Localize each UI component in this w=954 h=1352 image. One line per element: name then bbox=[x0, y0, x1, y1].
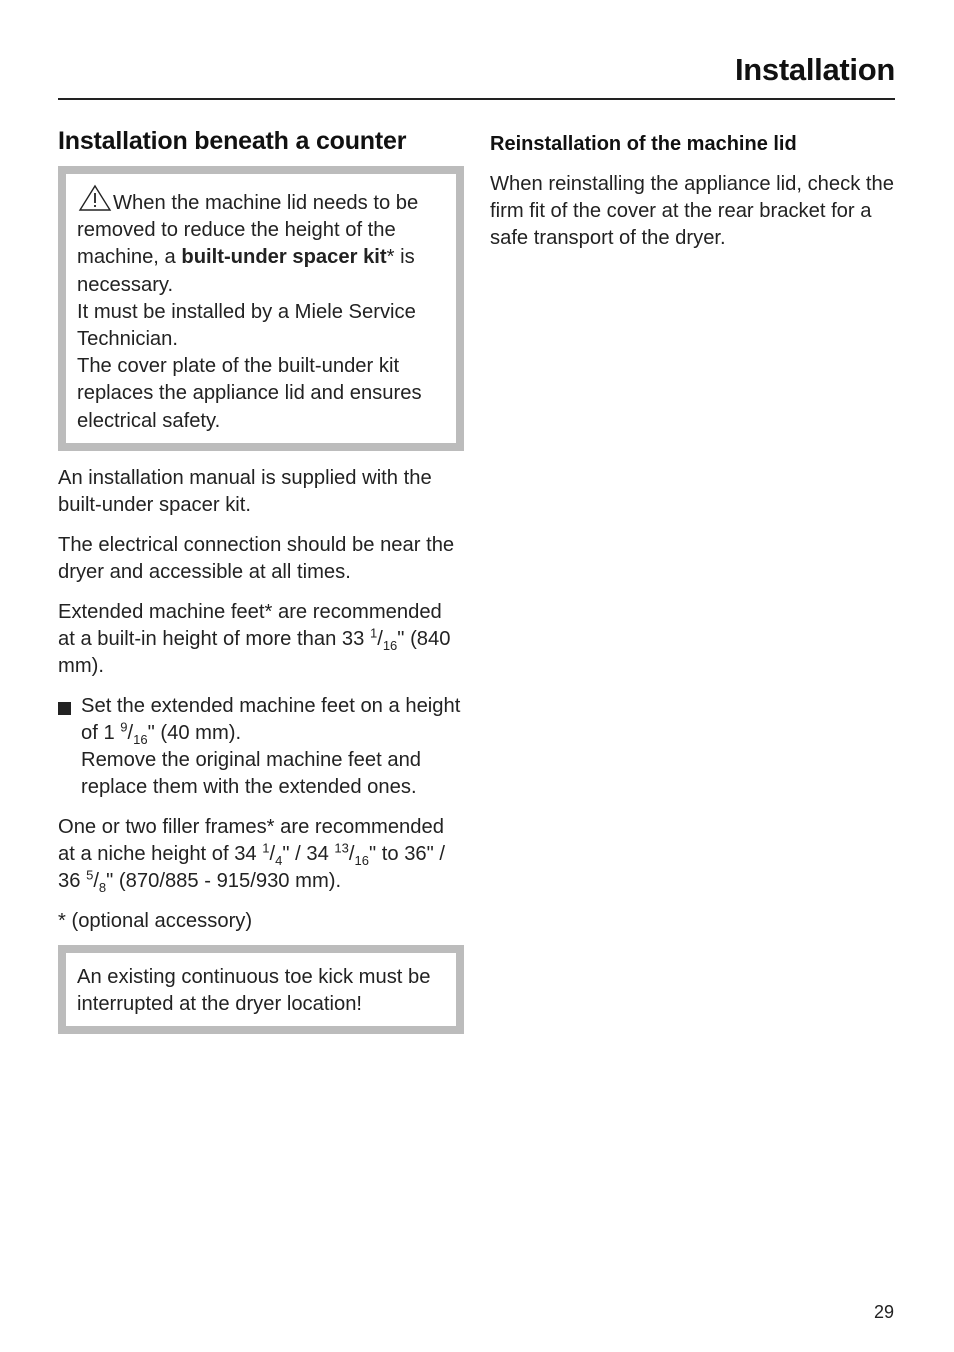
paragraph-filler-frames: One or two filler frames* are recommended at a niche height of 34 $^1/_4$" / 34 $^{13}/_{16}$" to 36" / 36 $^5/_8$" (870/885 - 915/930 mm). bbox=[58, 815, 446, 895]
paragraph-electrical-connection: The electrical connection should be near the dryer and accessible at all times. bbox=[58, 533, 455, 583]
page-number: 29 bbox=[873, 1302, 894, 1322]
section-heading: Installation beneath a counter bbox=[58, 127, 407, 155]
page-header bbox=[58, 50, 895, 100]
bullet-text-2: Remove the original machine feet and replace them with the extended ones. bbox=[81, 748, 422, 798]
footnote: * (optional accessory) bbox=[58, 909, 253, 932]
paragraph-extended-feet: Extended machine feet* are recommended at a built-in height of more than 33 $^1/_{16}$" (840 mm). bbox=[58, 600, 451, 677]
bullet-square-icon bbox=[58, 702, 71, 715]
warning-triangle-icon bbox=[77, 184, 113, 212]
bullet-text-1: Set the extended machine feet on a height of 1 $^9/_{16}$" (40 mm). bbox=[81, 694, 461, 747]
list-item bbox=[58, 693, 464, 801]
subsection-heading: Reinstallation of the machine lid bbox=[490, 133, 797, 155]
note-text: An existing continuous toe kick must be interrupted at the dryer location! bbox=[77, 965, 431, 1016]
warning-text-1: When the machine lid needs to be removed to reduce the height of the machine, a built-under spacer kit* is necessary. bbox=[77, 184, 448, 299]
warning-text-2: It must be installed by a Miele Service Technician. bbox=[77, 300, 416, 351]
paragraph-installation-manual: An installation manual is supplied with the built-under spacer kit. bbox=[58, 466, 432, 516]
warning-box bbox=[58, 166, 464, 451]
paragraph-reinstallation: When reinstalling the appliance lid, check the firm fit of the cover at the rear bracket for a safe transport of the dryer. bbox=[490, 173, 894, 249]
right-column bbox=[490, 125, 900, 252]
warning-text-3: The cover plate of the built-under kit replaces the appliance lid and ensures electrical safety. bbox=[77, 355, 422, 432]
left-column bbox=[58, 125, 464, 1034]
page-title: Installation bbox=[734, 52, 895, 87]
note-box bbox=[58, 945, 464, 1034]
